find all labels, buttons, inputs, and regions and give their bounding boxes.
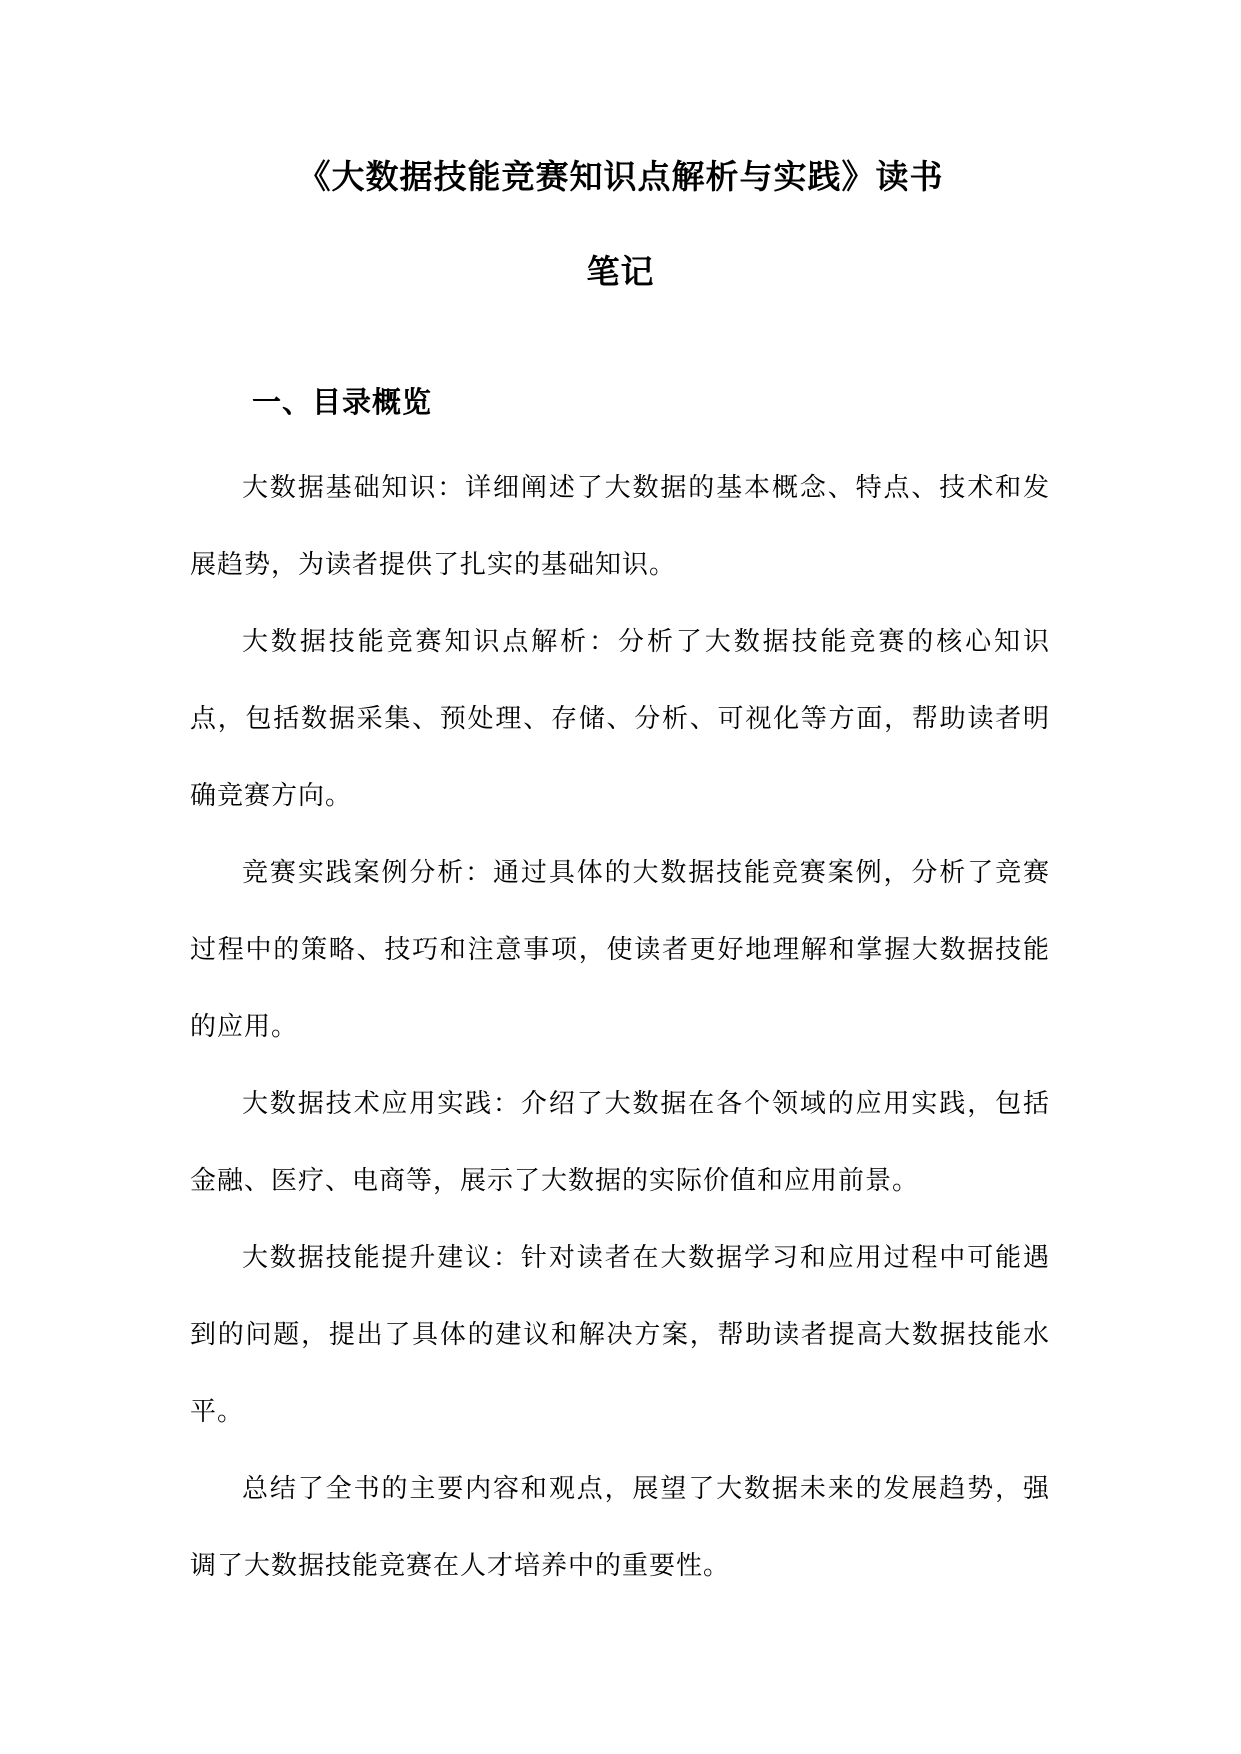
paragraph-skill-improvement: 大数据技能提升建议：针对读者在大数据学习和应用过程中可能遇到的问题，提出了具体的建议和解决方案，帮助读者提高大数据技能水平。 bbox=[190, 1243, 1050, 1427]
section-heading-toc-overview: 一、目录概览 bbox=[252, 385, 433, 419]
body-text bbox=[190, 450, 1050, 1605]
paragraph-summary: 总结了全书的主要内容和观点，展望了大数据未来的发展趋势，强调了大数据技能竞赛在人才培养中的重要性。 bbox=[190, 1474, 1050, 1581]
paragraph-case-analysis: 竞赛实践案例分析：通过具体的大数据技能竞赛案例，分析了竞赛过程中的策略、技巧和注意事项，使读者更好地理解和掌握大数据技能的应用。 bbox=[190, 858, 1050, 1042]
paragraph-big-data-basics: 大数据基础知识：详细阐述了大数据的基本概念、特点、技术和发展趋势，为读者提供了扎实的基础知识。 bbox=[190, 473, 1050, 580]
document-title-line-1: 《大数据技能竞赛知识点解析与实践》读书 bbox=[297, 157, 944, 196]
document-title-line-2: 笔记 bbox=[586, 252, 655, 291]
paragraph-application-practice: 大数据技术应用实践：介绍了大数据在各个领域的应用实践，包括金融、医疗、电商等，展示了大数据的实际价值和应用前景。 bbox=[190, 1089, 1050, 1196]
paragraph-competition-knowledge: 大数据技能竞赛知识点解析：分析了大数据技能竞赛的核心知识点，包括数据采集、预处理、存储、分析、可视化等方面，帮助读者明确竞赛方向。 bbox=[190, 627, 1050, 811]
